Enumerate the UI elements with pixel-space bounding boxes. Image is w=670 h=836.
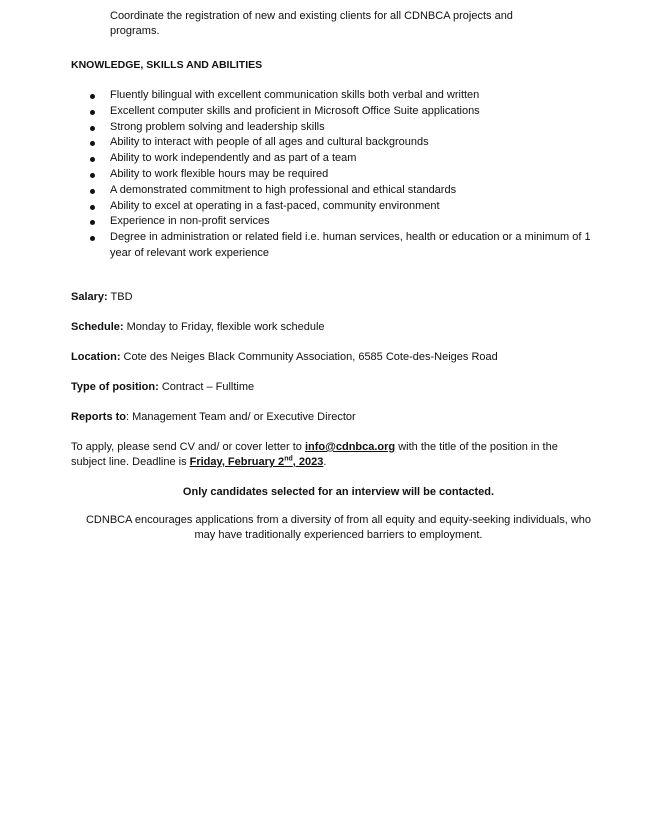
bullet-icon <box>90 126 95 131</box>
schedule-label: Schedule: <box>71 321 124 333</box>
list-item: A demonstrated commitment to high professional and ethical standards <box>86 183 606 199</box>
list-item: Experience in non-profit services <box>86 214 606 230</box>
position-type-value: Contract – Fulltime <box>158 381 255 393</box>
position-type-label: Type of position: <box>71 381 159 393</box>
schedule-line <box>71 320 325 335</box>
bullet-icon <box>90 110 95 115</box>
list-item: Ability to interact with people of all ages and cultural backgrounds <box>86 135 606 151</box>
list-item: Strong problem solving and leadership skills <box>86 120 606 136</box>
apply-line-1: To apply, please send CV and/ or cover letter to info@cdnbca.org with the title of the position in the <box>71 441 558 453</box>
bullet-icon <box>90 157 95 162</box>
list-item: Ability to excel at operating in a fast-paced, community environment <box>86 199 606 215</box>
bullet-icon <box>90 94 95 99</box>
location-value: Cote des Neiges Black Community Association, 6585 Cote-des-Neiges Road <box>120 351 498 363</box>
section-heading-kss: KNOWLEDGE, SKILLS AND ABILITIES <box>71 59 263 71</box>
reports-to-line <box>71 410 356 425</box>
apply-line-2: subject line. Deadline is Friday, February 2nd, 2023. <box>71 455 327 468</box>
list-item: Ability to work independently and as part of a team <box>86 151 606 167</box>
location-label: Location: <box>71 351 121 363</box>
bullet-icon <box>90 220 95 225</box>
list-item: Degree in administration or related field i.e. human services, health or education or a minimum of 1 year of relevant work experience <box>86 230 606 262</box>
intro-line-2: programs. <box>110 25 160 37</box>
intro-line-1: Coordinate the registration of new and existing clients for all CDNBCA projects and <box>110 10 513 22</box>
intro-paragraph <box>110 9 550 39</box>
list-item: Excellent computer skills and proficient in Microsoft Office Suite applications <box>86 104 606 120</box>
interview-notice: Only candidates selected for an interview will be contacted. <box>182 486 495 498</box>
bullet-icon <box>90 141 95 146</box>
reports-to-label: Reports to <box>71 411 126 423</box>
reports-to-value: : Management Team and/ or Executive Director <box>126 411 356 423</box>
location-line <box>71 350 498 365</box>
list-item: Fluently bilingual with excellent communication skills both verbal and written <box>86 88 606 104</box>
email-link[interactable]: info@cdnbca.org <box>304 441 396 453</box>
equity-statement <box>71 513 606 543</box>
list-item: Ability to work flexible hours may be required <box>86 167 606 183</box>
bullet-icon <box>90 236 95 241</box>
equity-line-1: CDNBCA encourages applications from a diversity of from all equity and equity-seeking individuals, who <box>85 514 592 526</box>
schedule-value: Monday to Friday, flexible work schedule <box>123 321 325 333</box>
bullet-icon <box>90 205 95 210</box>
deadline-date: Friday, February 2nd, 2023 <box>189 455 324 468</box>
position-type-line <box>71 380 254 395</box>
bullet-icon <box>90 173 95 178</box>
apply-paragraph <box>71 440 591 470</box>
skills-list <box>86 88 606 262</box>
salary-value: TBD <box>107 291 133 303</box>
salary-line <box>71 290 133 305</box>
salary-label: Salary: <box>71 291 108 303</box>
equity-line-2: may have traditionally experienced barriers to employment. <box>194 529 483 541</box>
bullet-icon <box>90 189 95 194</box>
